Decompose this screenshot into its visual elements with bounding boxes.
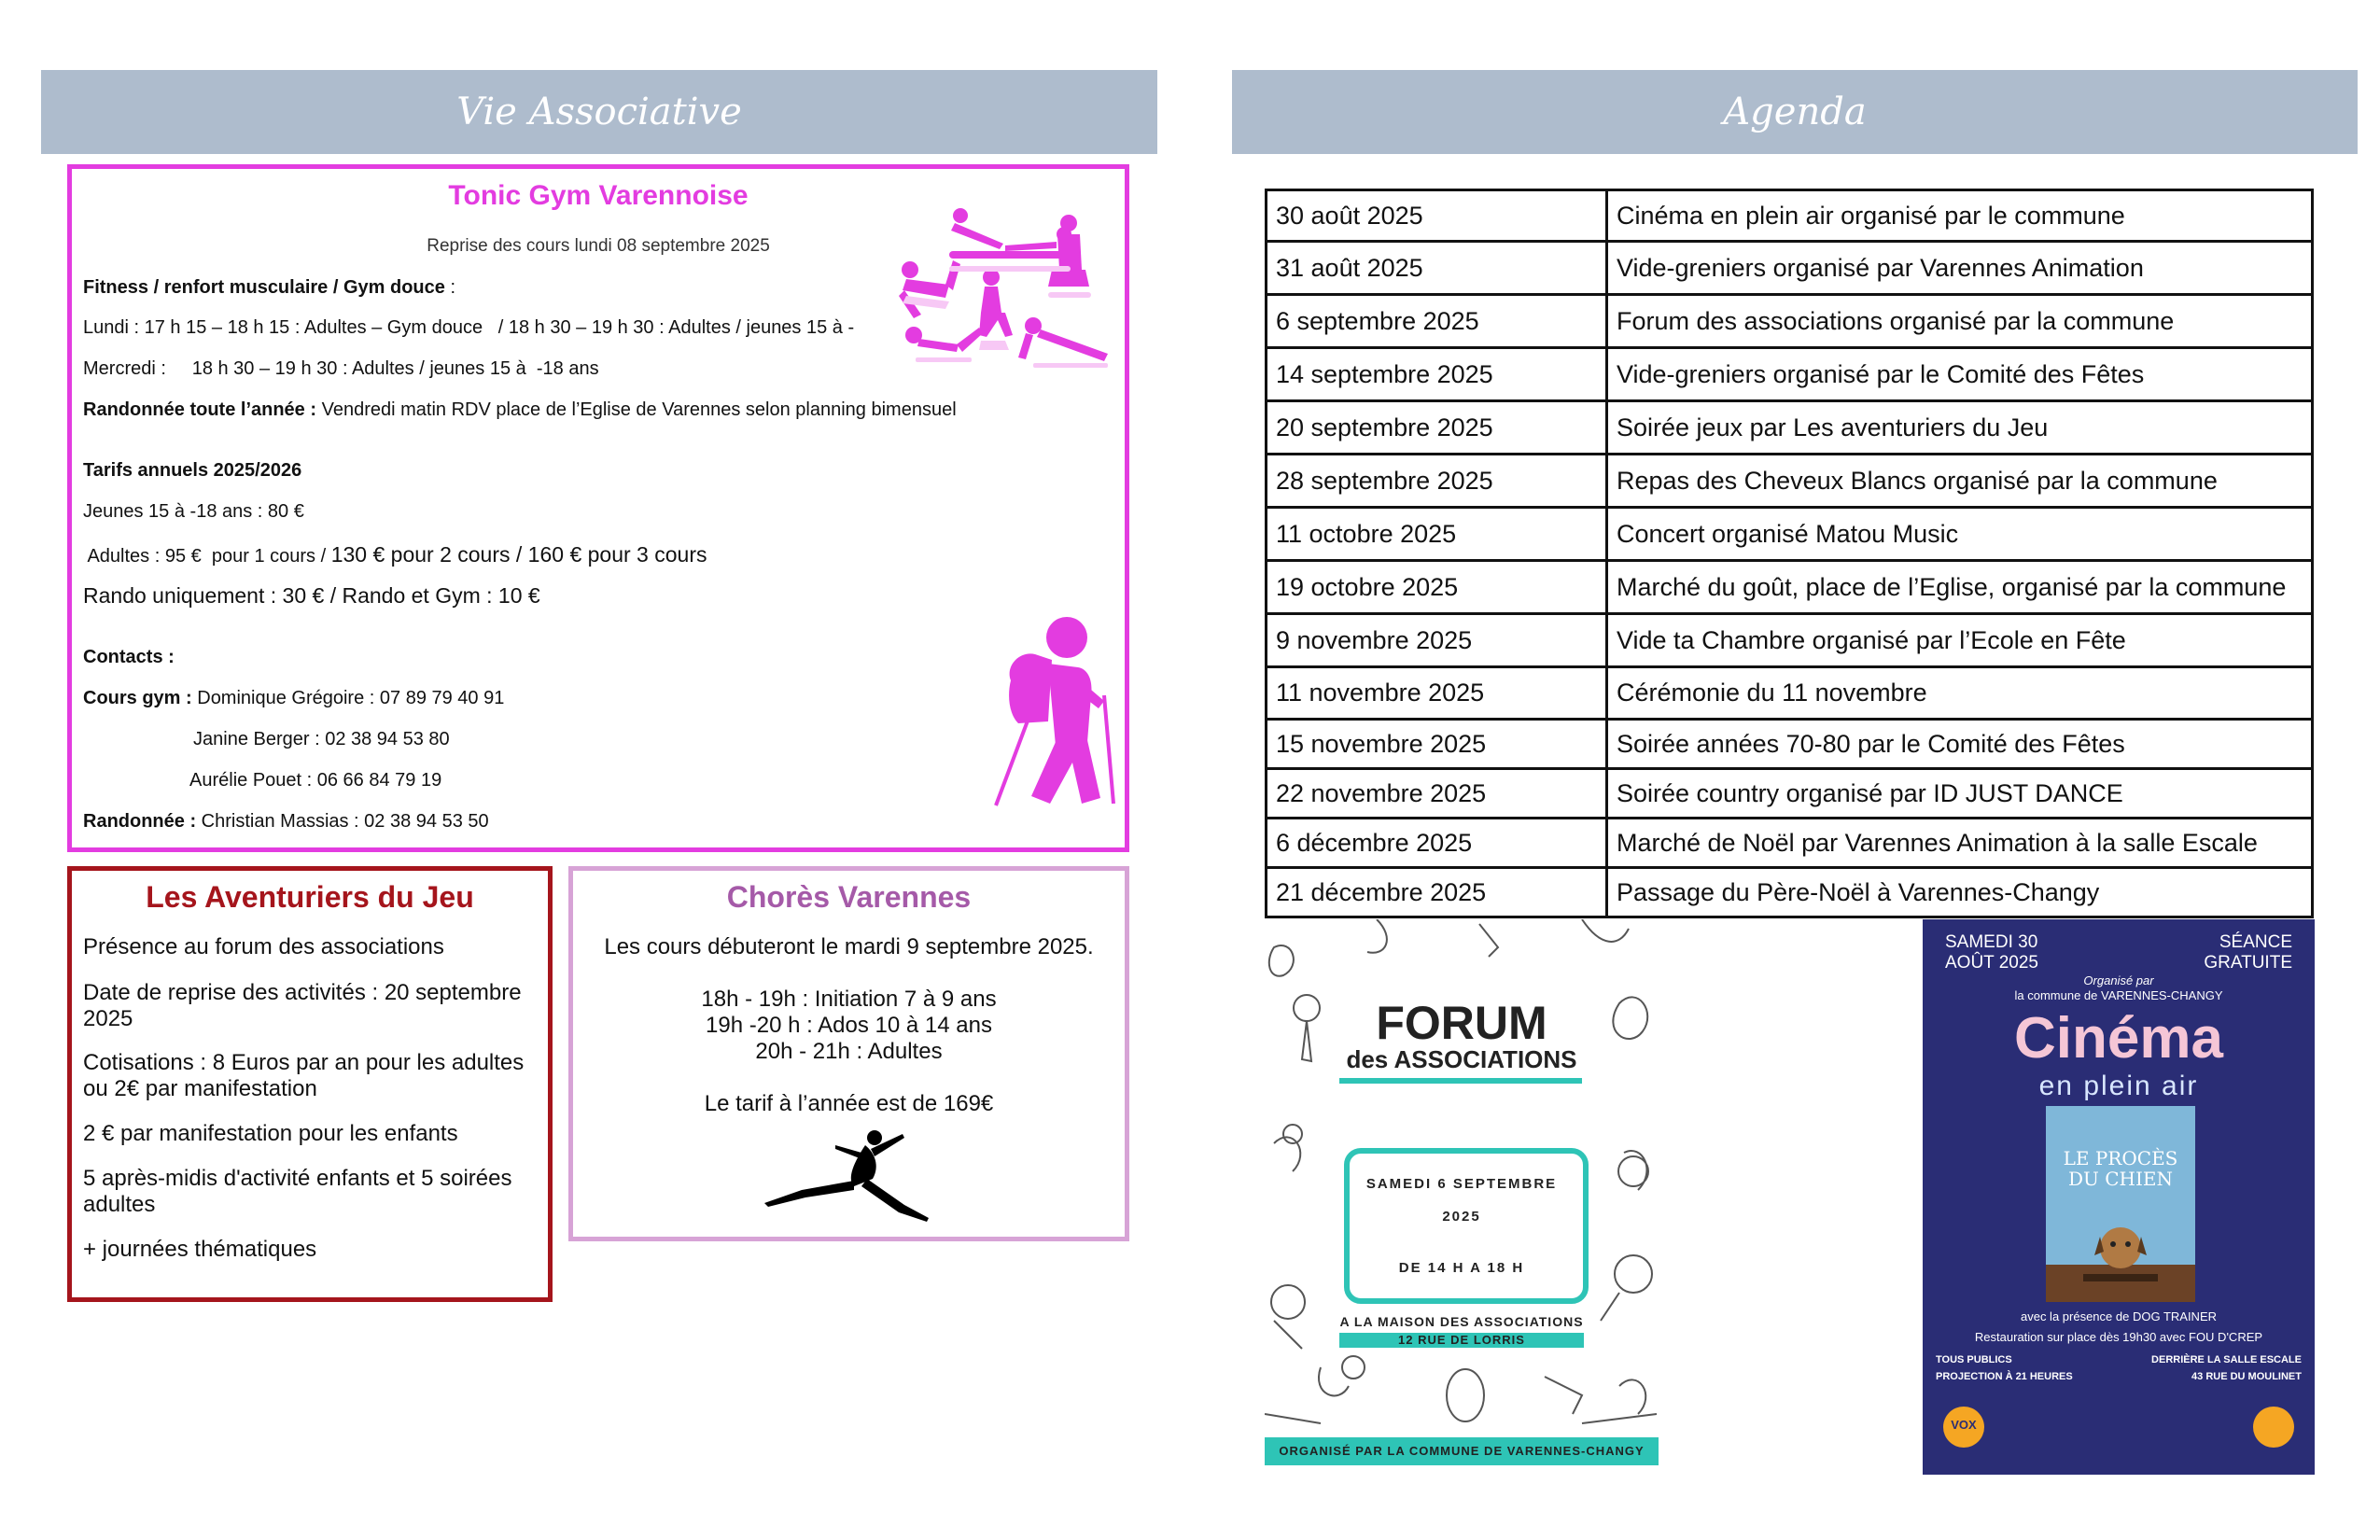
dog-icon bbox=[2046, 1199, 2195, 1302]
cours-gym-label: Cours gym : bbox=[83, 688, 192, 708]
forum-hours: DE 14 H A 18 H bbox=[1398, 1260, 1525, 1276]
cinema-title: Cinéma bbox=[2014, 1006, 2223, 1071]
chores-tarif: Le tarif à l’année est de 169€ bbox=[704, 1091, 994, 1116]
forum-title: FORUM bbox=[1376, 997, 1547, 1049]
agenda-row bbox=[1267, 667, 2313, 720]
cinema-date1: SAMEDI 30 bbox=[1945, 932, 2038, 952]
cinema-org1: Organisé par bbox=[2083, 973, 2154, 987]
aventuriers-section bbox=[67, 866, 553, 1302]
sun-logo-icon bbox=[2253, 1407, 2294, 1448]
tonic-rando-line bbox=[83, 399, 957, 421]
chores-section bbox=[568, 866, 1129, 1241]
agenda-row bbox=[1267, 295, 2313, 348]
cinema-public1: TOUS PUBLICS bbox=[1936, 1354, 2012, 1365]
agenda-row bbox=[1267, 242, 2313, 295]
cinema-org2: la commune de VARENNES-CHANGY bbox=[2014, 988, 2223, 1002]
cinema-subtitle: en plein air bbox=[2038, 1071, 2199, 1101]
tonic-fitness-line bbox=[83, 277, 455, 299]
agenda-date: 30 août 2025 bbox=[1267, 190, 1607, 242]
agenda-date: 14 septembre 2025 bbox=[1267, 348, 1607, 401]
agenda-event: Soirée country organisé par ID JUST DANCE bbox=[1607, 769, 2313, 819]
contact-2: Janine Berger : 02 38 94 53 80 bbox=[193, 729, 450, 749]
film-poster bbox=[2046, 1106, 2195, 1302]
agenda-date: 21 décembre 2025 bbox=[1267, 868, 1607, 917]
agenda-date: 9 novembre 2025 bbox=[1267, 614, 1607, 667]
agenda-event: Cérémonie du 11 novembre bbox=[1607, 667, 2313, 720]
agenda-row bbox=[1267, 720, 2313, 769]
aventuriers-line: Cotisations : 8 Euros par an pour les adultes ou 2€ par manifestation bbox=[83, 1050, 525, 1101]
cinema-lieu2: 43 RUE DU MOULINET bbox=[2191, 1371, 2302, 1382]
cinema-seance2: GRATUITE bbox=[2204, 953, 2292, 973]
fitness-colon: : bbox=[444, 277, 456, 298]
agenda-table bbox=[1265, 189, 2314, 918]
aventuriers-line: + journées thématiques bbox=[83, 1237, 317, 1262]
contact-4: Christian Massias : 02 38 94 53 50 bbox=[196, 811, 489, 832]
agenda-event: Marché de Noël par Varennes Animation à la salle Escale bbox=[1607, 819, 2313, 868]
chores-schedule-line: 19h -20 h : Ados 10 à 14 ans bbox=[706, 1013, 992, 1038]
agenda-event: Passage du Père-Noël à Varennes-Changy bbox=[1607, 868, 2313, 917]
forum-subtitle: des ASSOCIATIONS bbox=[1346, 1045, 1577, 1073]
aventuriers-line: Date de reprise des activités : 20 septembre 2025 bbox=[83, 980, 522, 1031]
agenda-row bbox=[1267, 348, 2313, 401]
agenda-event: Concert organisé Matou Music bbox=[1607, 508, 2313, 561]
agenda-date: 31 août 2025 bbox=[1267, 242, 1607, 295]
tarifs-title: Tarifs annuels 2025/2026 bbox=[83, 460, 302, 481]
chores-schedule-line: 20h - 21h : Adultes bbox=[755, 1039, 943, 1064]
agenda-row bbox=[1267, 401, 2313, 455]
agenda-event: Cinéma en plein air organisé par le commune bbox=[1607, 190, 2313, 242]
tonic-lundi: Lundi : 17 h 15 – 18 h 15 : Adultes – Gym douce / 18 h 30 – 19 h 30 : Adultes / jeunes 15 à - bbox=[83, 317, 855, 338]
cinema-date2: AOÛT 2025 bbox=[1945, 953, 2038, 973]
agenda-date: 11 octobre 2025 bbox=[1267, 508, 1607, 561]
agenda-row bbox=[1267, 868, 2313, 917]
vox-logo-text: VOX bbox=[1951, 1418, 1977, 1432]
cinema-lieu1: DERRIÈRE LA SALLE ESCALE bbox=[2151, 1354, 2302, 1365]
contact-3: Aurélie Pouet : 06 66 84 79 19 bbox=[189, 770, 442, 791]
agenda-row bbox=[1267, 819, 2313, 868]
agenda-row bbox=[1267, 190, 2313, 242]
forum-underline bbox=[1339, 1078, 1582, 1084]
tonic-reprise: Reprise des cours lundi 08 septembre 2025 bbox=[427, 236, 770, 256]
tonic-mercredi: Mercredi : 18 h 30 – 19 h 30 : Adultes / jeunes 15 à -18 ans bbox=[83, 358, 599, 379]
agenda-date: 15 novembre 2025 bbox=[1267, 720, 1607, 769]
agenda-event: Vide-greniers organisé par Varennes Animation bbox=[1607, 242, 2313, 295]
forum-place2: 12 RUE DE LORRIS bbox=[1398, 1333, 1525, 1347]
forum-date-line1: SAMEDI 6 SEPTEMBRE bbox=[1365, 1176, 1558, 1192]
film-title2: DU CHIEN bbox=[2068, 1168, 2173, 1190]
agenda-row bbox=[1267, 614, 2313, 667]
agenda-event: Soirée jeux par Les aventuriers du Jeu bbox=[1607, 401, 2313, 455]
fitness-figures-icon bbox=[893, 204, 1164, 382]
agenda-row bbox=[1267, 508, 2313, 561]
agenda-event: Vide ta Chambre organisé par l’Ecole en Fête bbox=[1607, 614, 2313, 667]
forum-date-frame bbox=[1344, 1148, 1589, 1304]
aventuriers-line: 2 € par manifestation pour les enfants bbox=[83, 1121, 458, 1146]
aventuriers-title: Les Aventuriers du Jeu bbox=[146, 880, 474, 914]
vie-associative-header: Vie Associative bbox=[41, 70, 1157, 154]
agenda-row bbox=[1267, 455, 2313, 508]
tonic-gym-title: Tonic Gym Varennoise bbox=[448, 180, 749, 211]
agenda-date: 28 septembre 2025 bbox=[1267, 455, 1607, 508]
agenda-row bbox=[1267, 561, 2313, 614]
agenda-event: Repas des Cheveux Blancs organisé par la commune bbox=[1607, 455, 2313, 508]
agenda-header: Agenda bbox=[1232, 70, 2358, 154]
chores-schedule-line: 18h - 19h : Initiation 7 à 9 ans bbox=[701, 987, 997, 1012]
agenda-date: 20 septembre 2025 bbox=[1267, 401, 1607, 455]
film-title1: LE PROCÈS bbox=[2063, 1147, 2178, 1169]
cinema-public2: PROJECTION À 21 HEURES bbox=[1936, 1371, 2073, 1382]
aventuriers-line: Présence au forum des associations bbox=[83, 934, 444, 959]
agenda-event: Forum des associations organisé par la commune bbox=[1607, 295, 2313, 348]
agenda-event: Marché du goût, place de l’Eglise, organisé par la commune bbox=[1607, 561, 2313, 614]
agenda-date: 6 septembre 2025 bbox=[1267, 295, 1607, 348]
forum-date-line2: 2025 bbox=[1442, 1209, 1481, 1225]
forum-poster bbox=[1265, 919, 1659, 1475]
tarif-rando: Rando uniquement : 30 € / Rando et Gym : 10 € bbox=[83, 583, 540, 608]
rando-text: Vendredi matin RDV place de l’Eglise de Varennes selon planning bimensuel bbox=[316, 399, 957, 420]
tarif-adultes bbox=[83, 542, 707, 567]
rando-label: Randonnée toute l’année : bbox=[83, 399, 317, 420]
agenda-date: 6 décembre 2025 bbox=[1267, 819, 1607, 868]
contacts-title: Contacts : bbox=[83, 647, 175, 667]
chores-intro: Les cours débuteront le mardi 9 septembre 2025. bbox=[604, 934, 1094, 959]
contact-cours-gym bbox=[83, 688, 504, 709]
agenda-event: Vide-greniers organisé par le Comité des Fêtes bbox=[1607, 348, 2313, 401]
aventuriers-line: 5 après-midis d'activité enfants et 5 soirées adultes bbox=[83, 1166, 512, 1217]
dancer-icon bbox=[764, 1125, 932, 1227]
forum-footer: ORGANISÉ PAR LA COMMUNE DE VARENNES-CHANGY bbox=[1279, 1444, 1645, 1458]
tarif-jeunes: Jeunes 15 à -18 ans : 80 € bbox=[83, 501, 304, 522]
fitness-label: Fitness / renfort musculaire / Gym douce bbox=[83, 277, 445, 298]
tarif-adultes-b: 130 € pour 2 cours / 160 € pour 3 cours bbox=[330, 542, 707, 567]
hiker-icon bbox=[977, 611, 1127, 817]
chores-title: Chorès Varennes bbox=[726, 880, 972, 914]
agenda-event: Soirée années 70-80 par le Comité des Fêtes bbox=[1607, 720, 2313, 769]
cinema-seance1: SÉANCE bbox=[2219, 932, 2292, 952]
tarif-adultes-a: Adultes : 95 € pour 1 cours / bbox=[83, 546, 331, 567]
tonic-gym-section bbox=[67, 164, 1129, 852]
cinema-restauration: Restauration sur place dès 19h30 avec FOU D'CREP bbox=[1974, 1330, 2263, 1344]
contact-1: Dominique Grégoire : 07 89 79 40 91 bbox=[191, 688, 505, 708]
cinema-dog-trainer: avec la présence de DOG TRAINER bbox=[2020, 1309, 2217, 1323]
agenda-date: 19 octobre 2025 bbox=[1267, 561, 1607, 614]
agenda-date: 22 novembre 2025 bbox=[1267, 769, 1607, 819]
contact-randonnee bbox=[83, 811, 489, 833]
agenda-date: 11 novembre 2025 bbox=[1267, 667, 1607, 720]
randonnee-label: Randonnée : bbox=[83, 811, 197, 832]
cinema-poster bbox=[1923, 919, 2315, 1475]
forum-place1: A LA MAISON DES ASSOCIATIONS bbox=[1339, 1314, 1584, 1329]
agenda-row bbox=[1267, 769, 2313, 819]
